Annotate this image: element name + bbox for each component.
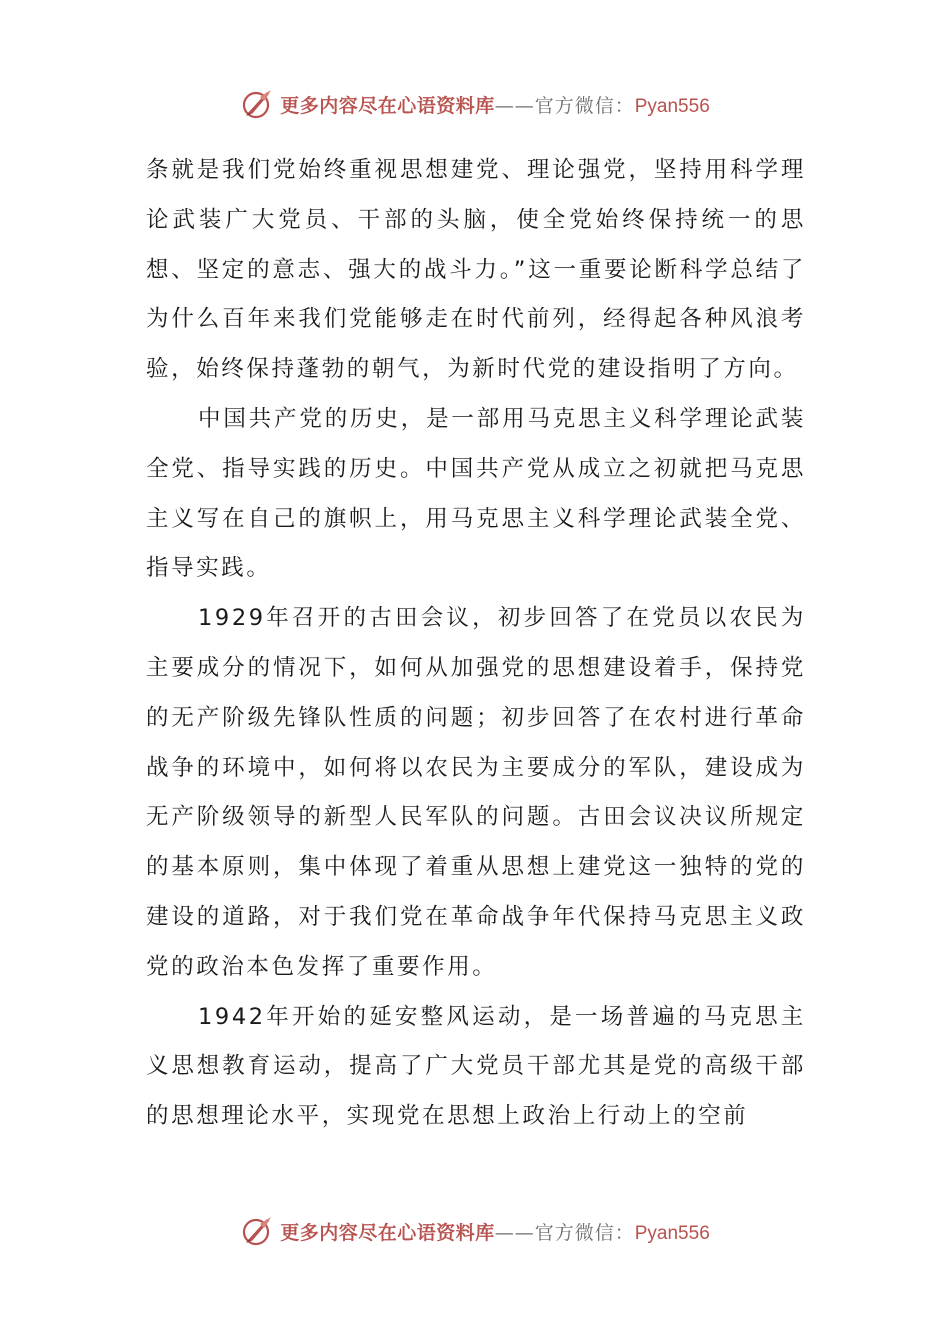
paragraph-2: 中国共产党的历史，是一部用马克思主义科学理论武装全党、指导实践的历史。中国共产党从成立之初就把马克思主义写在自己的旗帜上，用马克思主义科学理论武装全党、指导实践。 [146, 405, 806, 582]
paragraph-3: 1929年召开的古田会议，初步回答了在党员以农民为主要成分的情况下，如何从加强党的思想建设着手，保持党的无产阶级先锋队性质的问题；初步回答了在农村进行革命战争的环境中，如何将以农民为主要成分的军队，建设成为无产阶级领导的新型人民军队的问题。古田会议决议所规定的基本原则，集中体现了着重从思想上建党这一独特的党的建设的道路，对于我们党在革命战争年代保持马克思主义政党的政治本色发挥了重要作用。 [146, 605, 806, 980]
banner-text [280, 91, 710, 118]
paragraph-1: 条就是我们党始终重视思想建党、理论强党，坚持用科学理论武装广大党员、干部的头脑，使全党始终保持统一的思想、坚定的意志、强大的战斗力。”这一重要论断科学总结了为什么百年来我们党能够走在时代前列，经得起各种风浪考验，始终保持蓬勃的朝气，为新时代党的建设指明了方向。 [146, 157, 806, 383]
footer-banner [0, 1211, 950, 1251]
paragraph-4: 1942年开始的延安整风运动，是一场普遍的马克思主义思想教育运动，提高了广大党员干部尤其是党的高级干部的思想理论水平，实现党在思想上政治上行动上的空前 [146, 1003, 806, 1130]
banner-main-text: 更多内容尽在心语资料库 [280, 1221, 495, 1244]
banner-dash: —— [494, 94, 535, 117]
banner-dash: —— [494, 1221, 535, 1244]
header-banner [0, 84, 950, 124]
banner-sub-text: 官方微信： [534, 1221, 635, 1244]
banner-text [280, 1218, 710, 1245]
document-body [146, 146, 806, 1142]
quill-pen-logo-icon [240, 1214, 274, 1248]
quill-pen-logo-icon [240, 87, 274, 121]
banner-wechat-id: Pyan556 [634, 1222, 710, 1244]
banner-main-text: 更多内容尽在心语资料库 [280, 94, 495, 117]
banner-wechat-id: Pyan556 [634, 95, 710, 117]
banner-sub-text: 官方微信： [534, 94, 635, 117]
